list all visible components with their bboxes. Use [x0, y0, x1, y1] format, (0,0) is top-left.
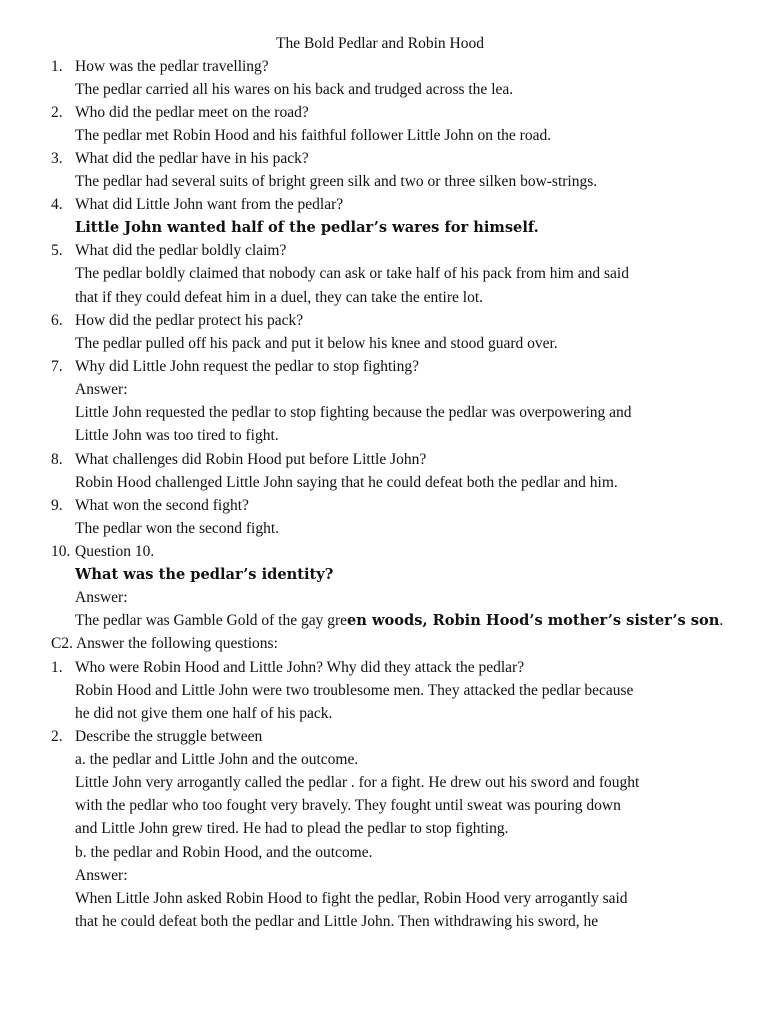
answer-text: The pedlar had several suits of bright green silk and two or three silken bow-strings.	[75, 173, 598, 190]
question-text: How was the pedlar travelling?	[75, 58, 269, 75]
question-number: 5.	[51, 242, 63, 259]
question-text: What did the pedlar boldly claim?	[75, 242, 287, 259]
answer-text: Little John wanted half of the pedlar’s wares for himself.	[75, 219, 539, 236]
question-text: Who did the pedlar meet on the road?	[75, 104, 309, 121]
answer-text: Little John requested the pedlar to stop fighting because the pedlar was overpowering and	[75, 404, 632, 421]
question-text: How did the pedlar protect his pack?	[75, 312, 304, 329]
answer-text: When Little John asked Robin Hood to fight the pedlar, Robin Hood very arrogantly said	[75, 890, 628, 907]
question-text: What won the second fight?	[75, 497, 249, 514]
answer-label: Answer:	[75, 589, 128, 606]
question-text: What challenges did Robin Hood put before Little John?	[75, 451, 427, 468]
question-text: Question 10.	[75, 543, 155, 560]
question-number: 8.	[51, 451, 63, 468]
answer-text: that if they could defeat him in a duel, they can take the entire lot.	[75, 289, 484, 306]
question-number: 2.	[51, 104, 63, 121]
subquestion-text: a. the pedlar and Little John and the outcome.	[75, 751, 359, 768]
question-text: Why did Little John request the pedlar to stop fighting?	[75, 358, 419, 375]
answer-text-plain: The pedlar was Gamble Gold of the gay gre	[75, 612, 348, 629]
question-text: Describe the struggle between	[75, 728, 263, 745]
answer-text: Robin Hood challenged Little John saying that he could defeat both the pedlar and him.	[75, 474, 618, 491]
question-number: 3.	[51, 150, 63, 167]
document-title: The Bold Pedlar and Robin Hood	[276, 35, 484, 52]
answer-text: The pedlar carried all his wares on his back and trudged across the lea.	[75, 81, 514, 98]
question-number: 2.	[51, 728, 63, 745]
answer-text-bold: en woods, Robin Hood’s mother’s sister’s son	[347, 612, 720, 629]
question-number: 9.	[51, 497, 63, 514]
answer-text: Robin Hood and Little John were two troublesome men. They attacked the pedlar because	[75, 682, 634, 699]
question-text: What did the pedlar have in his pack?	[75, 150, 309, 167]
answer-text: The pedlar won the second fight.	[75, 520, 280, 537]
question-number: 10.	[51, 543, 71, 560]
answer-text: The pedlar pulled off his pack and put it below his knee and stood guard over.	[75, 335, 558, 352]
section-heading: C2. Answer the following questions:	[51, 635, 278, 652]
answer-text: The pedlar met Robin Hood and his faithful follower Little John on the road.	[75, 127, 552, 144]
question-number: 7.	[51, 358, 63, 375]
answer-text: and Little John grew tired. He had to plead the pedlar to stop fighting.	[75, 820, 509, 837]
answer-text: Little John was too tired to fight.	[75, 427, 279, 444]
answer-text	[75, 611, 723, 631]
answer-label: Answer:	[75, 867, 128, 884]
question-number: 1.	[51, 659, 63, 676]
subquestion-text: What was the pedlar’s identity?	[75, 566, 334, 583]
question-number: 1.	[51, 58, 63, 75]
question-number: 4.	[51, 196, 63, 213]
answer-text: Little John very arrogantly called the pedlar . for a fight. He drew out his sword and fought	[75, 774, 640, 791]
question-number: 6.	[51, 312, 63, 329]
answer-text: that he could defeat both the pedlar and Little John. Then withdrawing his sword, he	[75, 913, 599, 930]
answer-text: he did not give them one half of his pack.	[75, 705, 333, 722]
answer-text: with the pedlar who too fought very bravely. They fought until sweat was pouring down	[75, 797, 621, 814]
answer-label: Answer:	[75, 381, 128, 398]
answer-text-end: .	[719, 612, 724, 629]
answer-text: The pedlar boldly claimed that nobody can ask or take half of his pack from him and said	[75, 265, 629, 282]
question-text: What did Little John want from the pedlar?	[75, 196, 344, 213]
question-text: Who were Robin Hood and Little John? Why did they attack the pedlar?	[75, 659, 525, 676]
subquestion-text: b. the pedlar and Robin Hood, and the outcome.	[75, 844, 373, 861]
